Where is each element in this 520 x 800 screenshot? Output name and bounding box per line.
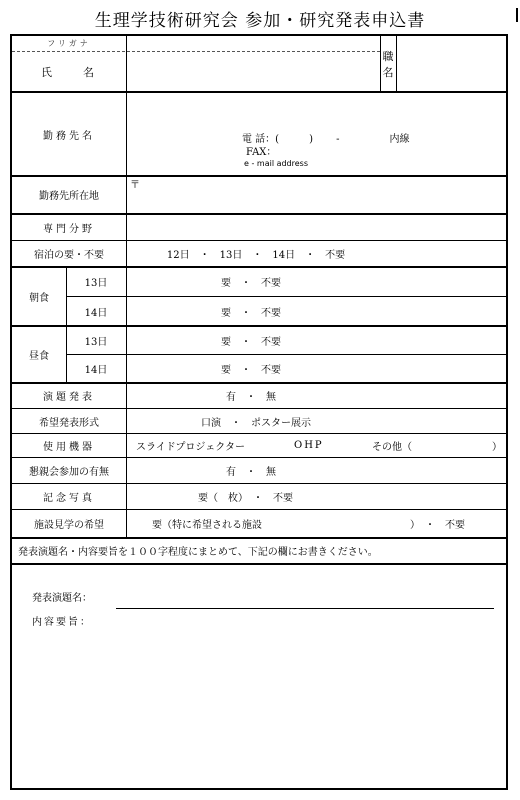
lunch-day-13: 13日: [84, 336, 108, 348]
breakfast-options-14[interactable]: 要 ・ 不要: [221, 307, 281, 319]
job-divider-left: [380, 36, 381, 92]
tour-request[interactable]: 要（特に希望される施設: [152, 520, 262, 531]
lodging-label: 宿泊の要・不要: [34, 250, 104, 261]
application-form: [10, 34, 508, 790]
breakfast-day-14: 14日: [84, 307, 108, 319]
abstract-title-line: [116, 608, 494, 609]
lunch-options-14[interactable]: 要 ・ 不要: [221, 365, 281, 376]
job-title-label: 職名: [382, 50, 394, 79]
abstract-content-label: 内容要旨：: [32, 616, 92, 628]
name-field[interactable]: [126, 52, 380, 92]
photo-options[interactable]: 要（ 枚） ・ 不要: [198, 493, 293, 504]
breakfast-day-13: 13日: [84, 278, 108, 289]
lunch-options-13[interactable]: 要 ・ 不要: [221, 336, 281, 348]
social-options[interactable]: 有 ・ 無: [226, 467, 276, 478]
furigana-field[interactable]: [126, 36, 380, 51]
email-label: e - mail address: [244, 158, 309, 168]
breakfast-label: 朝食: [29, 292, 49, 304]
abstract-instruction: 発表演題名・内容要旨を１００字程度にまとめて、下記の欄にお書きください。: [18, 547, 378, 558]
format-options[interactable]: 口演 ・ ポスター展示: [201, 417, 311, 429]
address-label: 勤務先所在地: [39, 191, 99, 202]
specialty-field[interactable]: [126, 214, 506, 240]
job-divider-right: [396, 36, 397, 92]
equipment-slide[interactable]: スライドプロジェクター: [136, 442, 245, 453]
lodging-options[interactable]: 12日 ・ 13日 ・ 14日 ・ 不要: [166, 250, 346, 261]
name-label: 氏 名: [41, 66, 97, 79]
abstract-title-label: 発表演題名：: [32, 592, 92, 604]
equipment-other[interactable]: その他（ ）: [372, 442, 502, 453]
format-label: 希望発表形式: [39, 417, 99, 429]
abstract-title-field[interactable]: [116, 588, 494, 606]
address-field[interactable]: [130, 176, 506, 190]
presentation-label: 演題発表: [43, 392, 95, 403]
lunch-day-14: 14日: [84, 365, 108, 376]
social-label: 懇親会参加の有無: [29, 467, 109, 478]
photo-label: 記念写真: [43, 493, 95, 504]
phone-label: 電 話：( ) - 内線: [242, 133, 410, 145]
presentation-options[interactable]: 有 ・ 無: [226, 392, 276, 403]
job-title-field[interactable]: [396, 36, 506, 92]
tour-label: 施設見学の希望: [34, 520, 104, 531]
form-title: 生理学技術研究会 参加・研究発表申込書: [94, 11, 426, 31]
row-divider: [12, 563, 506, 565]
lunch-label: 昼食: [29, 350, 49, 362]
label-column-divider: [126, 267, 127, 537]
specialty-label: 専門分野: [43, 223, 95, 235]
fax-label: FAX：: [246, 146, 277, 158]
postal-mark: 〒: [130, 180, 140, 191]
breakfast-options-13[interactable]: 要 ・ 不要: [221, 278, 281, 289]
edge-mark: [516, 8, 518, 22]
workplace-label: 勤務先名: [43, 130, 95, 142]
equipment-ohp[interactable]: OHP: [294, 440, 324, 451]
furigana-label: フリガナ: [47, 38, 91, 48]
label-column-divider: [126, 36, 127, 267]
equipment-label: 使用機器: [43, 442, 95, 453]
abstract-content-field[interactable]: [32, 632, 494, 782]
tour-none[interactable]: ） ・ 不要: [410, 520, 465, 531]
